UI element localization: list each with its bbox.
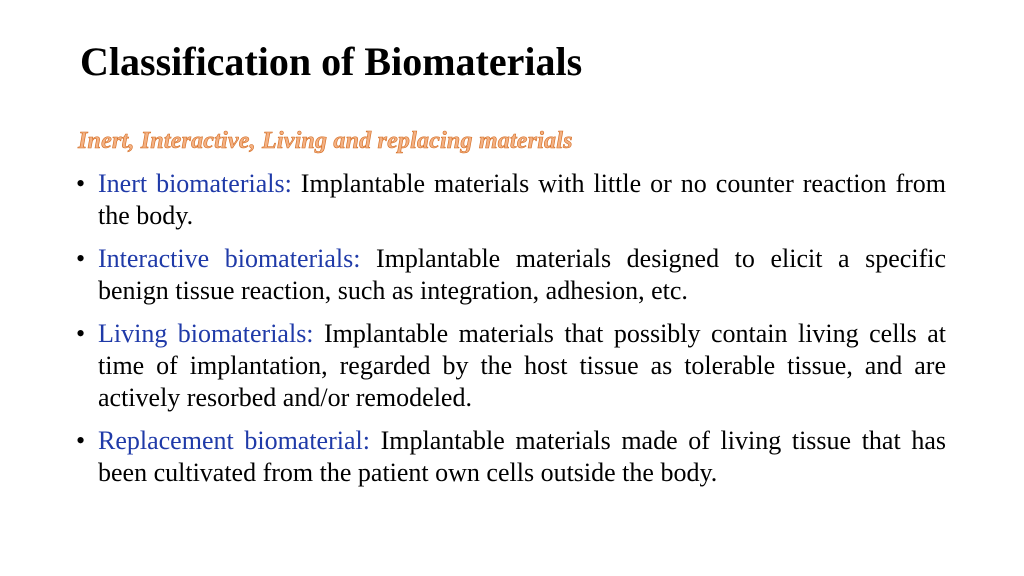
bullet-item-replacement — [76, 425, 946, 489]
slide-title: Classification of Biomaterials — [80, 39, 583, 84]
bullet-term: Interactive biomaterials: — [98, 244, 361, 273]
bullet-description: Implantable materials designed to elicit a specific benign tissue reaction, such as integration, adhesion, etc. — [98, 244, 946, 305]
bullet-icon: • — [76, 319, 86, 348]
slide-subtitle: Inert, Interactive, Living and replacing materials — [78, 128, 573, 154]
bullet-icon: • — [76, 244, 86, 273]
bullet-description: Implantable materials made of living tissue that has been cultivated from the patient own cells outside the body. — [98, 426, 946, 487]
bullet-term: Living biomaterials: — [98, 319, 314, 348]
bullet-icon: • — [76, 169, 86, 198]
bullet-item-inert — [76, 168, 946, 232]
bullet-icon: • — [76, 426, 86, 455]
bullet-term: Inert biomaterials: — [98, 169, 292, 198]
bullet-description: Implantable materials that possibly contain living cells at time of implantation, regarded by the host tissue as tolerable tissue, and are actively resorbed and/or remodeled. — [98, 319, 946, 412]
bullet-item-living — [76, 318, 946, 414]
bullet-item-interactive — [76, 243, 946, 307]
bullet-list — [76, 168, 946, 500]
bullet-description: Implantable materials with little or no counter reaction from the body. — [98, 169, 946, 230]
bullet-term: Replacement biomaterial: — [98, 426, 370, 455]
